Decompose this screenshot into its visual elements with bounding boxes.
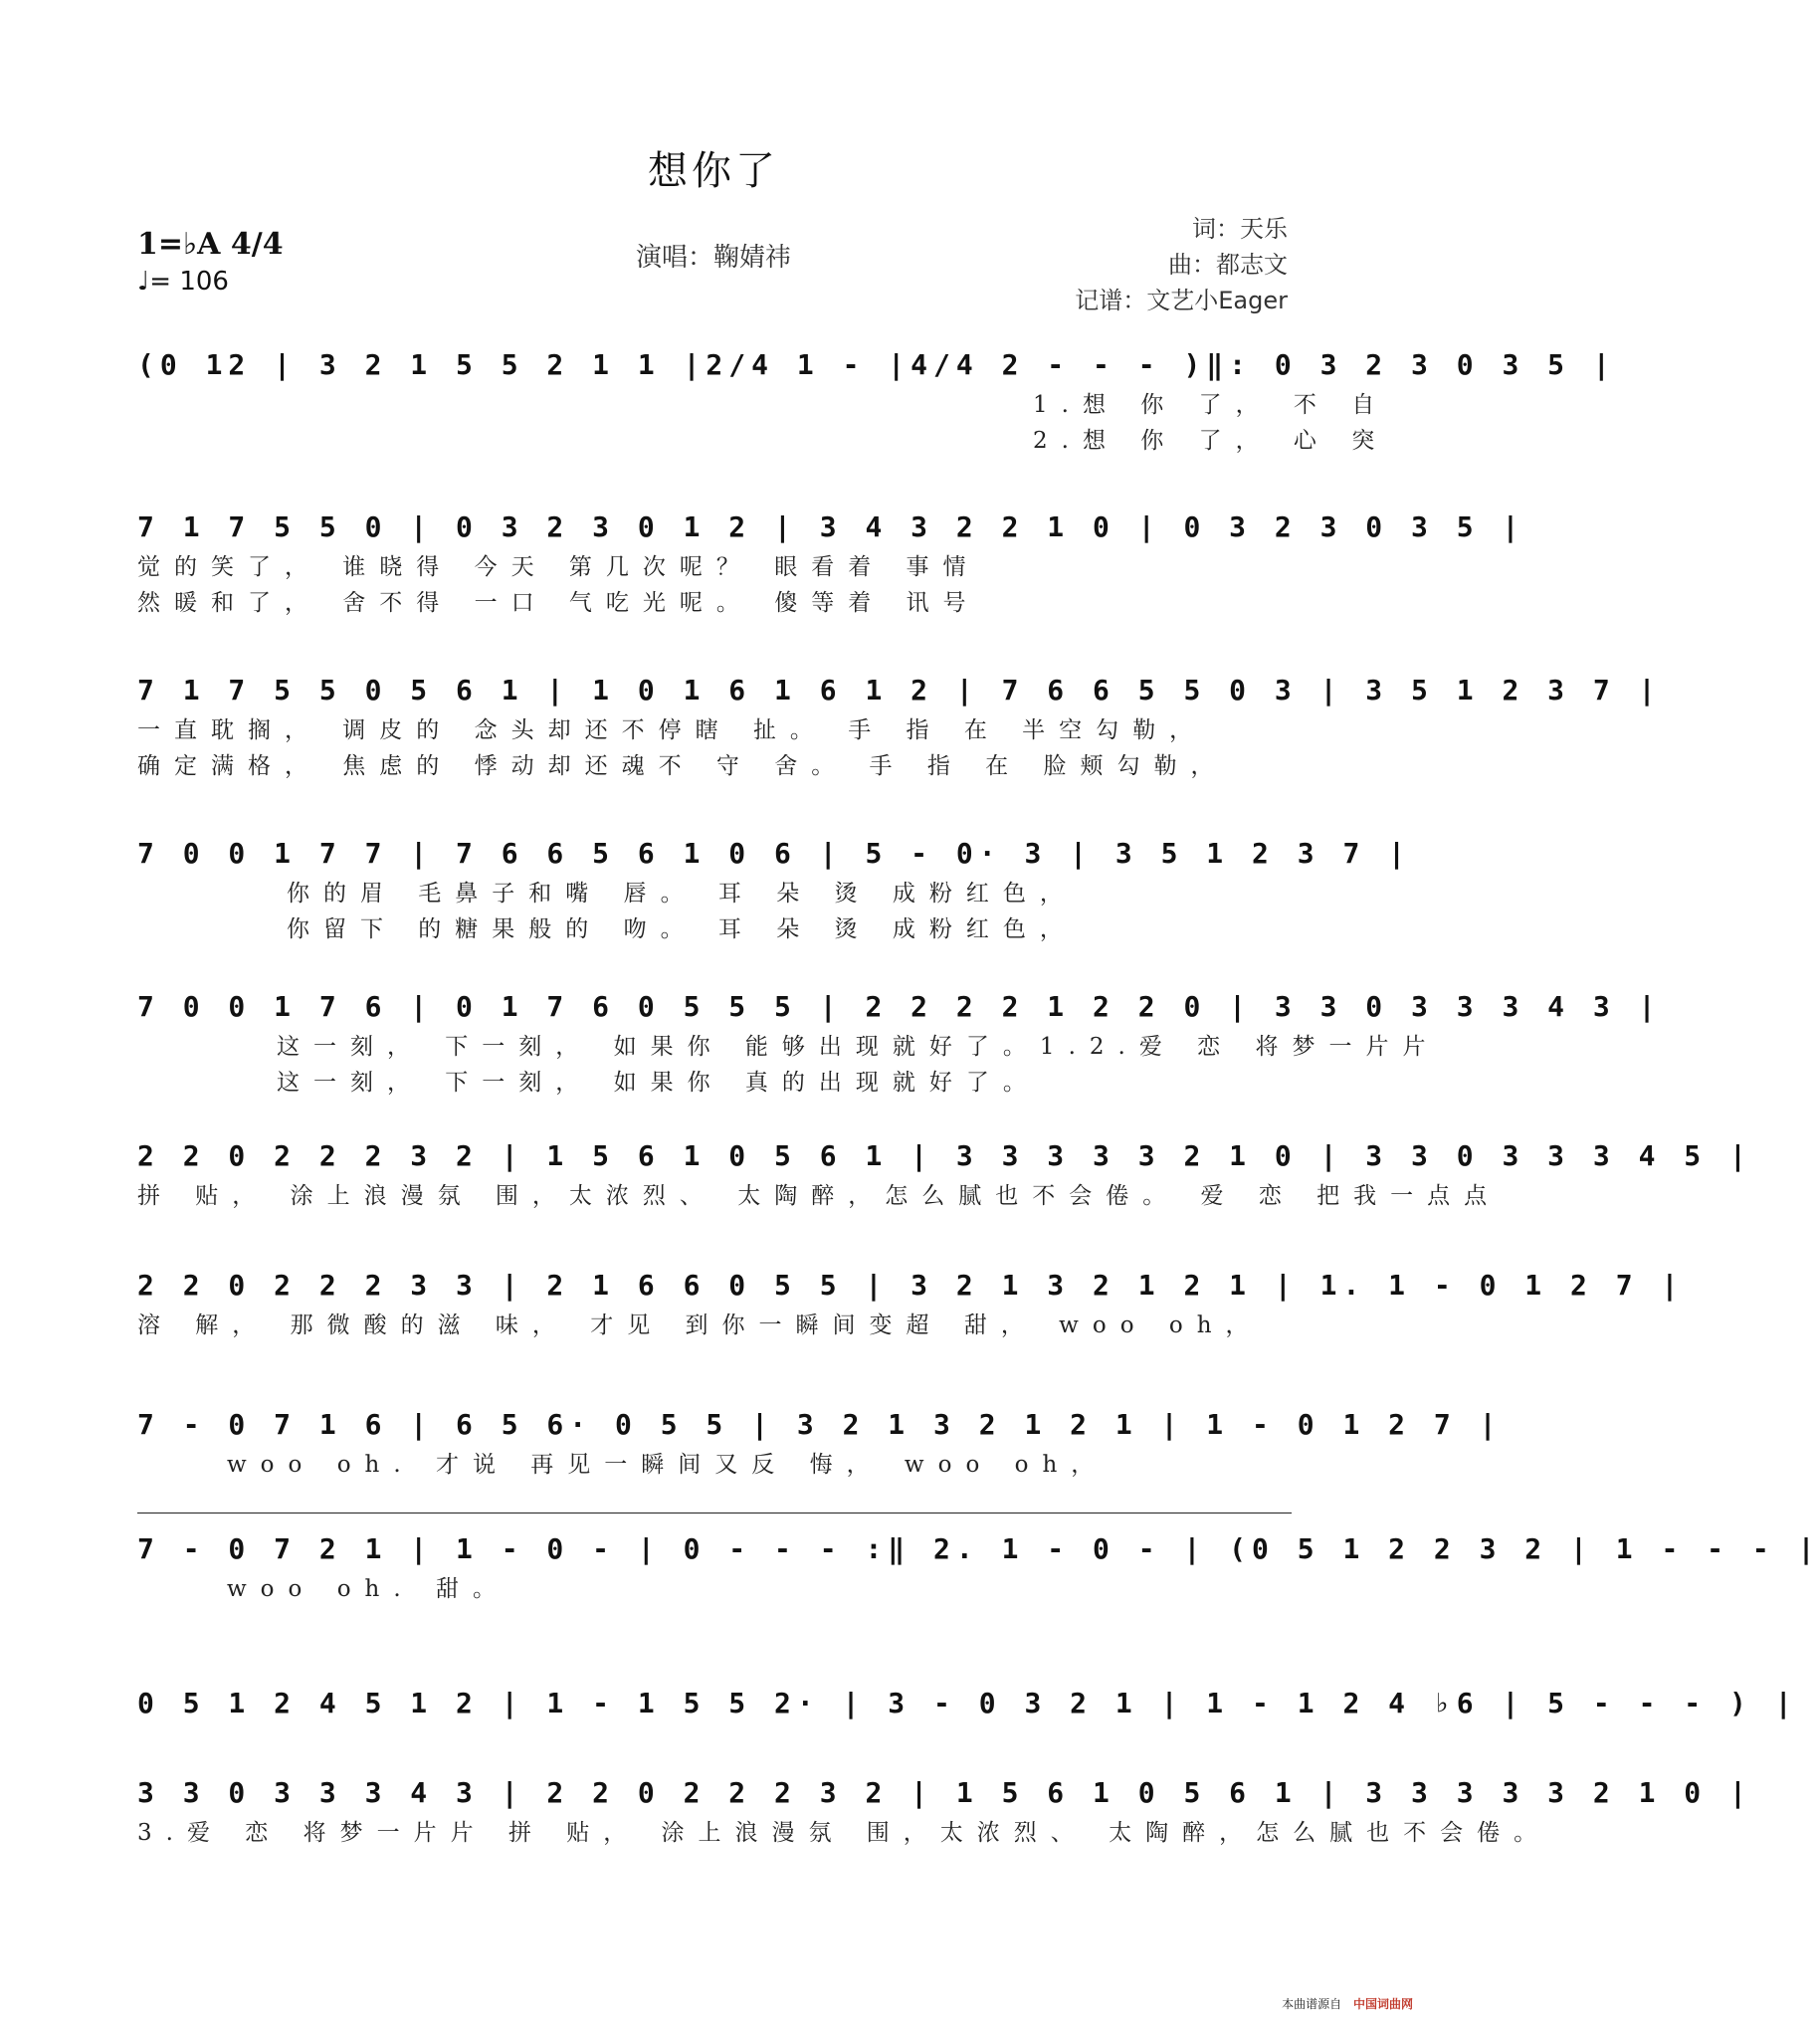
lyric-line-1: 溶 解， 那微酸的滋 味， 才见 到你一瞬间变超 甜， woo oh， <box>137 1312 1263 1338</box>
notation-line: 7 0 0 1 7 6 | 0 1 7 6 0 5 5 5 | 2 2 2 2 1 2 2 0 | 3 3 0 3 3 3 4 3 | <box>137 990 1662 1023</box>
song-title: 想你了 <box>648 148 779 194</box>
score-system-1 <box>137 343 1616 459</box>
score-system-9 <box>137 1513 1820 1607</box>
notation-line: 7 - 0 7 2 1 | 1 - 0 - | 0 - - - :‖ 2. 1 - 0 - | (0 5 1 2 2 3 2 | 1 - - - | <box>137 1532 1820 1565</box>
lyric-line-2: 2.想 你 了， 心 突 <box>1033 428 1389 454</box>
score-system-8 <box>137 1403 1503 1483</box>
notation-line: 3 3 0 3 3 3 4 3 | 2 2 0 2 2 2 3 2 | 1 5 6 1 0 5 6 1 | 3 3 3 3 3 2 1 0 | <box>137 1776 1752 1809</box>
score-system-4 <box>137 832 1412 947</box>
footer-watermark <box>1282 1995 1413 2012</box>
notation-line: 7 0 0 1 7 7 | 7 6 6 5 6 1 0 6 | 5 - 0· 3 | 3 5 1 2 3 7 | <box>137 837 1412 870</box>
tempo-marking: ♩= 106 <box>137 267 229 297</box>
lyric-line-2: 确定满格， 焦虑的 悸动却还魂不 守 舍。 手 指 在 脸颊勾勒， <box>137 753 1228 779</box>
lyricist-credit: 词：天乐 <box>1192 215 1288 243</box>
notation-line: 7 1 7 5 5 0 | 0 3 2 3 0 1 2 | 3 4 3 2 2 1 0 | 0 3 2 3 0 3 5 | <box>137 510 1525 543</box>
lyric-line-1: woo oh. 才说 再见一瞬间又反 悔， woo oh， <box>227 1452 1109 1478</box>
notation-line: 2 2 0 2 2 2 3 3 | 2 1 6 6 0 5 5 | 3 2 1 3 2 1 2 1 | 1. 1 - 0 1 2 7 | <box>137 1269 1685 1302</box>
composer-credit: 曲：都志文 <box>1168 251 1288 279</box>
score-system-11 <box>137 1771 1752 1851</box>
lyric-line-1: 觉的笑了， 谁晓得 今天 第几次呢？ 眼看着 事情 <box>137 554 980 580</box>
lyric-line-2: 这一刻， 下一刻， 如果你 真的出现就好了。 <box>277 1070 1040 1096</box>
notation-line: 0 5 1 2 4 5 1 2 | 1 - 1 5 5 2· | 3 - 0 3 2 1 | 1 - 1 2 4 ♭6 | 5 - - - ) | <box>137 1687 1798 1719</box>
lyric-line-1: 拼 贴， 涂上浪漫氛 围，太浓烈、 太陶醉，怎么腻也不会倦。 爱 恋 把我一点点 <box>137 1183 1502 1209</box>
footer-site[interactable]: 中国词曲网 <box>1352 1997 1413 2011</box>
notation-line: 7 1 7 5 5 0 5 6 1 | 1 0 1 6 1 6 1 2 | 7 6 6 5 5 0 3 | 3 5 1 2 3 7 | <box>137 674 1662 706</box>
lyric-line-1: 1.想 你 了， 不 自 <box>1033 392 1389 418</box>
lyric-line-1: 这一刻， 下一刻， 如果你 能够出现就好了。1.2.爱 恋 将梦一片片 <box>277 1034 1440 1060</box>
notation-line: 2 2 0 2 2 2 3 2 | 1 5 6 1 0 5 6 1 | 3 3 3 3 3 2 1 0 | 3 3 0 3 3 3 4 5 | <box>137 1139 1752 1172</box>
singer-credit: 演唱：鞠婧祎 <box>635 243 791 273</box>
credits-block <box>1075 211 1288 318</box>
lyric-line-2: 你留下 的糖果般的 吻。 耳 朵 烫 成粉红色， <box>287 916 1077 942</box>
notation-line: (0 12 | 3 2 1 5 5 2 1 1 |2/4 1 - |4/4 2 - - - )‖: 0 3 2 3 0 3 5 | <box>137 348 1616 381</box>
score-system-2 <box>137 505 1525 621</box>
transcriber-credit: 记谱：文艺小Eager <box>1075 287 1288 314</box>
score-system-10 <box>137 1682 1798 1725</box>
lyric-line-1: 3.爱 恋 将梦一片片 拼 贴， 涂上浪漫氛 围，太浓烈、 太陶醉，怎么腻也不会倦。 <box>137 1820 1551 1846</box>
score-system-5 <box>137 985 1662 1101</box>
key-signature: 1=♭A 4/4 <box>137 227 284 262</box>
lyric-line-1: 你的眉 毛鼻子和嘴 唇。 耳 朵 烫 成粉红色， <box>287 881 1077 907</box>
volta-line <box>137 1513 1292 1514</box>
lyric-line-2: 然暖和了， 舍不得 一口 气吃光呢。 傻等着 讯号 <box>137 590 980 616</box>
lyric-line-1: woo oh. 甜。 <box>227 1576 509 1602</box>
score-system-6 <box>137 1134 1752 1214</box>
score-system-7 <box>137 1264 1685 1343</box>
notation-line: 7 - 0 7 1 6 | 6 5 6· 0 5 5 | 3 2 1 3 2 1 2 1 | 1 - 0 1 2 7 | <box>137 1408 1503 1441</box>
footer-source: 本曲谱源自 <box>1282 1997 1342 2011</box>
score-system-3 <box>137 669 1662 784</box>
lyric-line-1: 一直耽搁， 调皮的 念头却还不停瞎 扯。 手 指 在 半空勾勒， <box>137 717 1207 743</box>
